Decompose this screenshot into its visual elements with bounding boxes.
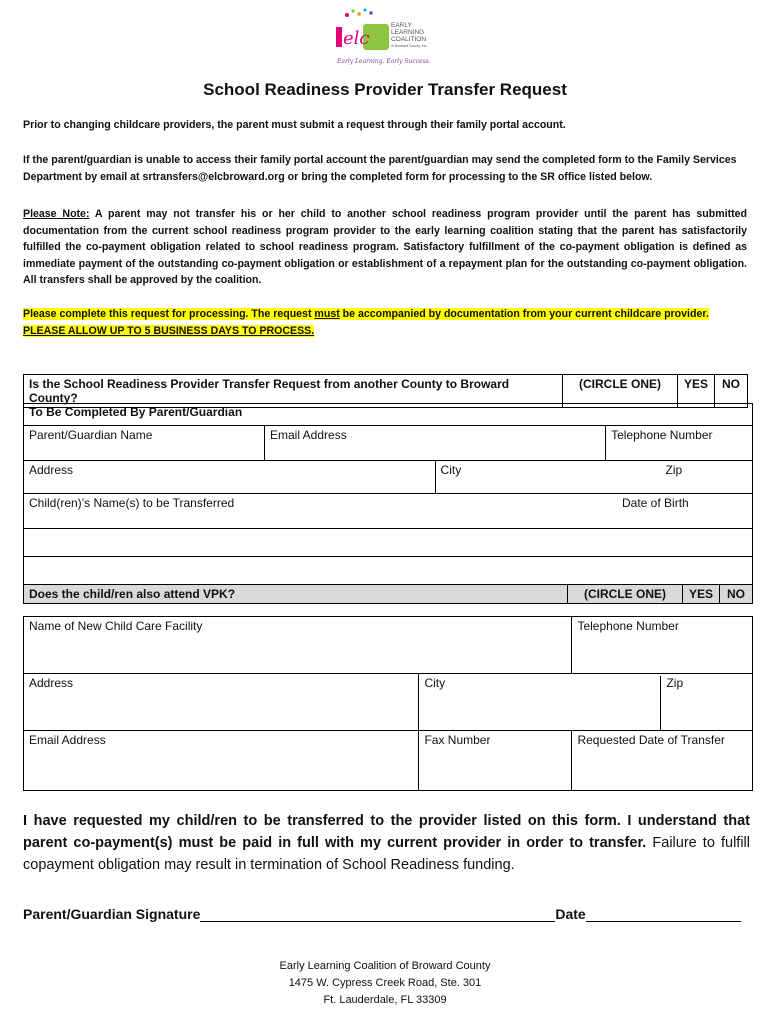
vpk-yes-option[interactable]: YES — [683, 585, 720, 604]
facility-name-field[interactable]: Name of New Child Care Facility — [24, 617, 572, 674]
portal-note: If the parent/guardian is unable to access their family portal account the parent/guardian may send the completed form to the Family Services Department by email at srtransfers@elcbroward.org or bring the completed form for processing to the SR office listed below. — [23, 154, 737, 183]
svg-text:COALITION: COALITION — [391, 36, 427, 43]
parent-zip-label: Zip — [665, 463, 683, 477]
page-title: School Readiness Provider Transfer Request — [203, 80, 567, 99]
svg-text:elc: elc — [343, 28, 370, 49]
signature-line[interactable] — [200, 907, 555, 922]
highlight-must: must — [314, 308, 340, 320]
vpk-no-option[interactable]: NO — [720, 585, 753, 604]
please-note-text: A parent may not transfer his or her child to another school readiness program provider until the parent has submitted documentation from the current school readiness program provider to the early learning coalition stating that the parent has satisfactorily fulfilled the co-payment obligation related to school readiness program. Satisfactory fulfillment of the co-payment obligation is defined as immediate payment of the outstanding co-payment obligation or establishment of a repayment plan for the outstanding co-payment obligation. All transfers shall be approved by the coalition. — [23, 208, 747, 286]
footer-org: Early Learning Coalition of Broward County — [279, 960, 491, 972]
parent-section-heading: To Be Completed By Parent/Guardian — [24, 404, 753, 426]
date-label: Date — [555, 906, 586, 922]
footer-street: 1475 W. Cypress Creek Road, Ste. 301 — [288, 977, 482, 989]
requested-transfer-date-field[interactable]: Requested Date of Transfer — [572, 731, 753, 791]
date-of-birth-label: Date of Birth — [622, 496, 689, 510]
acknowledgement-bold: I have requested my child/ren to be transferred to the provider listed on this form. I understand that parent co-payment(s) must be paid in full with my current provider in order to transfer. — [23, 813, 750, 851]
county-question: Is the School Readiness Provider Transfer Request from another County to Broward County? — [24, 375, 563, 408]
svg-text:EARLY: EARLY — [391, 22, 412, 29]
intro-text: Prior to changing childcare providers, the parent must submit a request through their family portal account. — [23, 119, 566, 131]
facility-fax-field[interactable]: Fax Number — [419, 731, 572, 791]
vpk-circle-one: (CIRCLE ONE) — [568, 585, 683, 604]
children-entry-row[interactable] — [24, 529, 753, 557]
new-facility-table — [23, 616, 753, 791]
county-yes-option[interactable]: YES — [678, 375, 715, 408]
parent-email-field[interactable]: Email Address — [265, 426, 606, 461]
footer-address — [0, 958, 770, 1009]
acknowledgement-statement — [23, 810, 750, 876]
children-names-field[interactable] — [24, 494, 753, 529]
svg-text:LEARNING: LEARNING — [391, 29, 425, 36]
children-names-label: Child(ren)’s Name(s) to be Transferred — [29, 496, 235, 510]
parent-city-label: City — [440, 463, 462, 477]
svg-text:Early Learning. Early Success.: Early Learning. Early Success. — [337, 58, 431, 65]
parent-city-zip-field[interactable] — [435, 461, 752, 494]
signature-row — [23, 906, 753, 922]
parent-telephone-field[interactable]: Telephone Number — [606, 426, 753, 461]
highlight-part1: Please complete this request for processing. The request — [23, 308, 315, 320]
county-circle-one: (CIRCLE ONE) — [563, 375, 678, 408]
county-no-option[interactable]: NO — [715, 375, 748, 408]
facility-city-label: City — [424, 676, 446, 690]
highlight-part2: be accompanied by documentation from your current childcare provider. — [339, 308, 709, 320]
vpk-question-row — [23, 584, 753, 604]
facility-telephone-field[interactable]: Telephone Number — [572, 617, 753, 674]
elc-logo — [333, 3, 433, 67]
parent-guardian-table — [23, 403, 753, 585]
svg-text:of Broward County, Inc.: of Broward County, Inc. — [391, 44, 428, 48]
highlight-notice — [23, 306, 747, 339]
processing-time-notice: PLEASE ALLOW UP TO 5 BUSINESS DAYS TO PROCESS. — [23, 324, 315, 337]
facility-zip-label: Zip — [660, 676, 683, 731]
parent-address-field[interactable]: Address — [24, 461, 436, 494]
signature-label: Parent/Guardian Signature — [23, 906, 201, 922]
please-note-label: Please Note: — [23, 208, 90, 220]
facility-address-field[interactable]: Address — [24, 674, 419, 731]
facility-email-field[interactable]: Email Address — [24, 731, 419, 791]
please-note-paragraph — [23, 206, 747, 289]
footer-city: Ft. Lauderdale, FL 33309 — [323, 994, 447, 1006]
date-line[interactable] — [586, 907, 741, 922]
acknowledgement-normal: Failure to fulfill copayment obligation may result in termination of School Readiness funding. — [23, 835, 750, 873]
vpk-question: Does the child/ren also attend VPK? — [24, 585, 568, 604]
parent-name-field[interactable]: Parent/Guardian Name — [24, 426, 265, 461]
facility-city-zip-field[interactable] — [419, 674, 753, 731]
children-entry-row[interactable] — [24, 557, 753, 585]
